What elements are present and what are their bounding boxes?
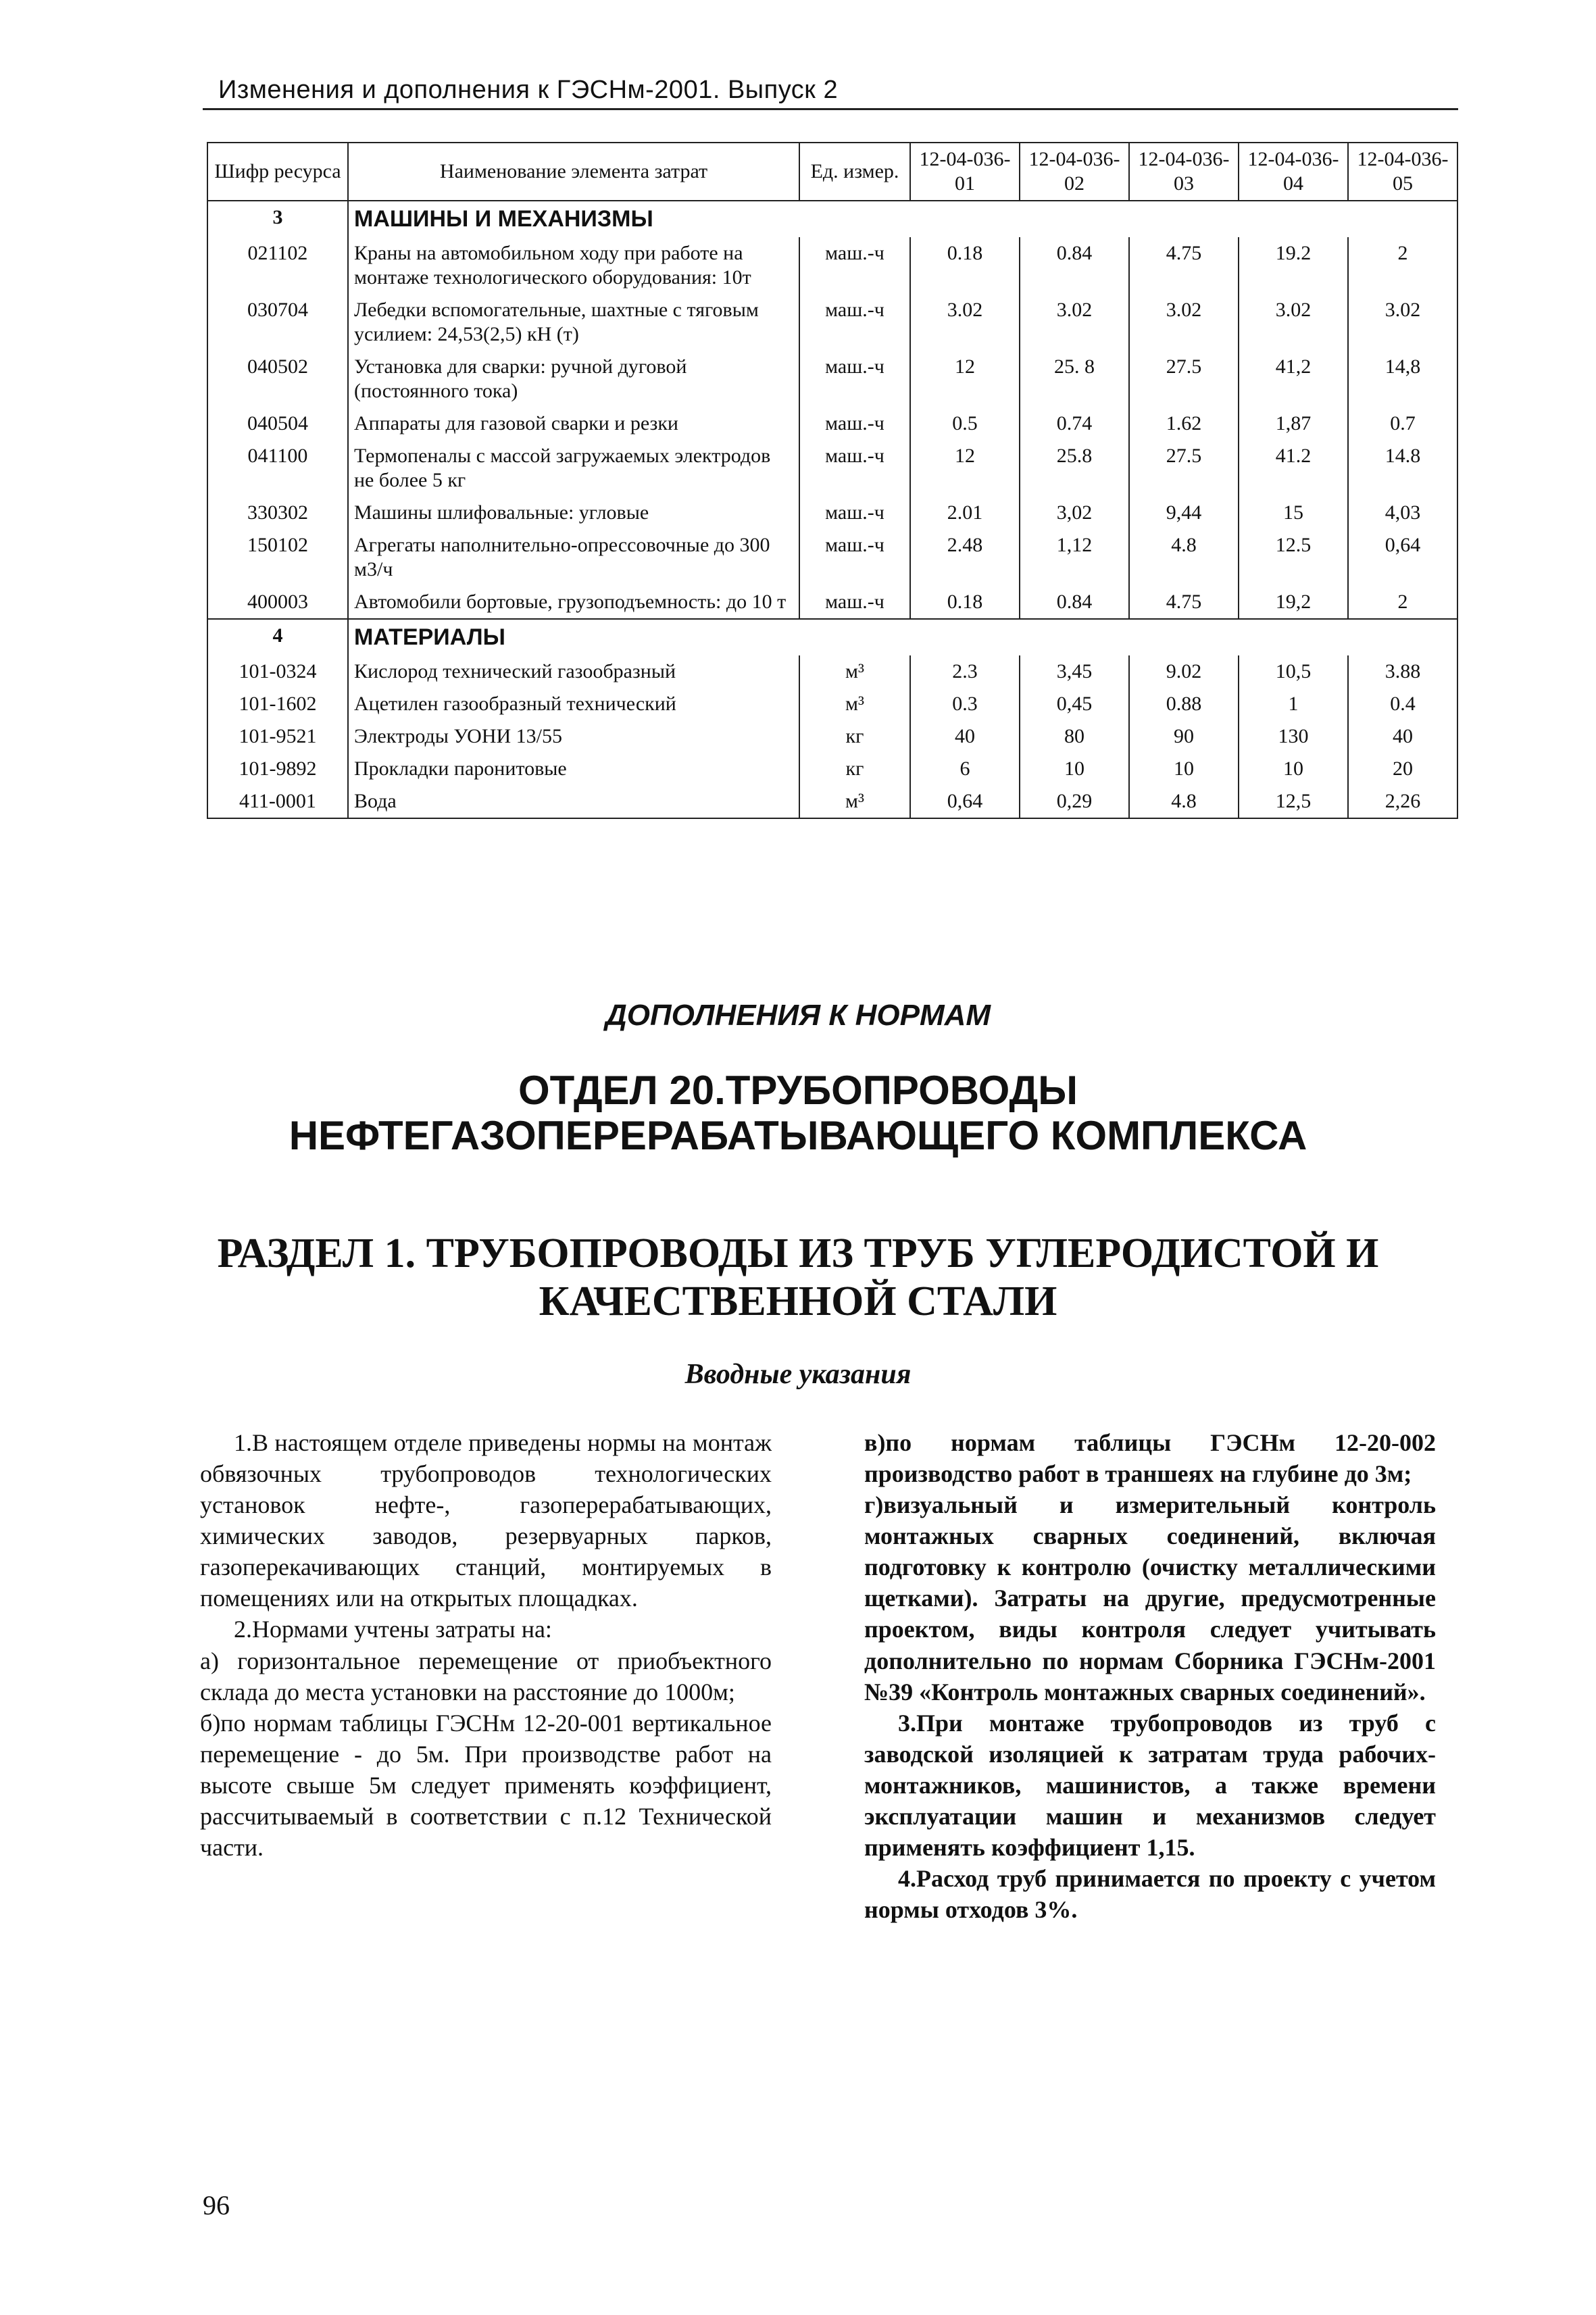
norm-value: 9.02 xyxy=(1129,655,1239,688)
resource-code: 021102 xyxy=(207,237,348,294)
unit-cell: маш.-ч xyxy=(799,407,910,440)
norm-value: 1 xyxy=(1239,688,1348,720)
norm-value: 3.02 xyxy=(1239,294,1348,351)
norm-value: 4.8 xyxy=(1129,785,1239,818)
resource-code: 030704 xyxy=(207,294,348,351)
norm-value: 80 xyxy=(1020,720,1129,753)
norm-value: 0,64 xyxy=(1348,529,1457,586)
section-title xyxy=(0,1230,1596,1326)
norm-value: 130 xyxy=(1239,720,1348,753)
paragraph: 2.Нормами учтены затраты на: xyxy=(234,1616,552,1643)
norm-value: 1,12 xyxy=(1020,529,1129,586)
resource-code: 150102 xyxy=(207,529,348,586)
table-row xyxy=(207,351,1457,407)
table-row xyxy=(207,440,1457,497)
cost-element-name: Автомобили бортовые, грузоподъемность: до 10 т xyxy=(348,586,799,619)
col-header-norm: 12-04-036-03 xyxy=(1129,143,1239,201)
page-number: 96 xyxy=(203,2190,230,2220)
section-heading: МАШИНЫ И МЕХАНИЗМЫ xyxy=(348,201,1457,237)
resource-code: 101-9892 xyxy=(207,753,348,785)
norm-value: 0.3 xyxy=(910,688,1020,720)
unit-cell: м³ xyxy=(799,655,910,688)
norm-value: 10 xyxy=(1239,753,1348,785)
unit-cell: кг xyxy=(799,720,910,753)
norm-value: 20 xyxy=(1348,753,1457,785)
table-row xyxy=(207,237,1457,294)
norm-value: 10 xyxy=(1129,753,1239,785)
table-section-row xyxy=(207,619,1457,655)
table-row xyxy=(207,688,1457,720)
resource-code: 101-9521 xyxy=(207,720,348,753)
paragraph: 3.При монтаже трубопроводов из труб с заводской изоляцией к затратам труда рабочих-монтажников, машинистов, а также времени эксплуатации машин и механизмов следует применять коэффициент 1,15. xyxy=(864,1709,1436,1862)
table-row xyxy=(207,785,1457,818)
norm-value: 4.75 xyxy=(1129,237,1239,294)
norm-value: 10 xyxy=(1020,753,1129,785)
norm-value: 12.5 xyxy=(1239,529,1348,586)
norm-value: 3.02 xyxy=(1348,294,1457,351)
norm-value: 10,5 xyxy=(1239,655,1348,688)
resource-code: 411-0001 xyxy=(207,785,348,818)
norm-value: 4,03 xyxy=(1348,497,1457,529)
cost-element-name: Машины шлифовальные: угловые xyxy=(348,497,799,529)
norm-value: 41,2 xyxy=(1239,351,1348,407)
left-column xyxy=(200,1427,772,1863)
table-section-row xyxy=(207,201,1457,237)
paragraph: 4.Расход труб принимается по проекту с учетом нормы отходов 3%. xyxy=(864,1865,1436,1924)
norm-value: 0.84 xyxy=(1020,237,1129,294)
table-row xyxy=(207,294,1457,351)
col-header-unit: Ед. измер. xyxy=(799,143,910,201)
table-header-row xyxy=(207,143,1457,201)
section-heading: МАТЕРИАЛЫ xyxy=(348,619,1457,655)
norm-value: 40 xyxy=(1348,720,1457,753)
unit-cell: маш.-ч xyxy=(799,529,910,586)
norm-value: 2 xyxy=(1348,586,1457,619)
col-header-norm: 12-04-036-04 xyxy=(1239,143,1348,201)
norm-value: 90 xyxy=(1129,720,1239,753)
col-header-code: Шифр ресурса xyxy=(207,143,348,201)
right-column xyxy=(864,1427,1436,1925)
norm-value: 12 xyxy=(910,351,1020,407)
norm-value: 2 xyxy=(1348,237,1457,294)
unit-cell: маш.-ч xyxy=(799,351,910,407)
header-rule xyxy=(203,108,1458,110)
cost-element-name: Кислород технический газообразный xyxy=(348,655,799,688)
col-header-norm: 12-04-036-05 xyxy=(1348,143,1457,201)
cost-element-name: Краны на автомобильном ходу при работе на монтаже технологического оборудования: 10т xyxy=(348,237,799,294)
cost-element-name: Агрегаты наполнительно-опрессовочные до 300 м3/ч xyxy=(348,529,799,586)
paragraph: а) горизонтальное перемещение от приобъектного склада до места установки на расстояние до 1000м; xyxy=(200,1647,772,1706)
department-title-line: НЕФТЕГАЗОПЕРЕРАБАТЫВАЮЩЕГО КОМПЛЕКСА xyxy=(289,1113,1307,1159)
cost-element-name: Прокладки паронитовые xyxy=(348,753,799,785)
norm-value: 19.2 xyxy=(1239,237,1348,294)
table-body xyxy=(207,201,1457,818)
cost-element-name: Электроды УОНИ 13/55 xyxy=(348,720,799,753)
unit-cell: маш.-ч xyxy=(799,440,910,497)
supplement-title: ДОПОЛНЕНИЯ К НОРМАМ xyxy=(605,999,991,1032)
norm-value: 3.02 xyxy=(910,294,1020,351)
resource-code: 101-1602 xyxy=(207,688,348,720)
norm-value: 41.2 xyxy=(1239,440,1348,497)
norm-value: 0.7 xyxy=(1348,407,1457,440)
norm-value: 1,87 xyxy=(1239,407,1348,440)
resource-code: 040502 xyxy=(207,351,348,407)
norm-value: 0.74 xyxy=(1020,407,1129,440)
paragraph: 1.В настоящем отделе приведены нормы на монтаж обвязочных трубопроводов технологических установок нефте-, газоперерабатывающих, химических заводов, резервуарных парков, газоперекачивающих станций, монтируемых в помещениях или на открытых площадках. xyxy=(200,1429,772,1612)
cost-element-name: Ацетилен газообразный технический xyxy=(348,688,799,720)
norm-value: 40 xyxy=(910,720,1020,753)
col-header-name: Наименование элемента затрат xyxy=(348,143,799,201)
paragraph: б)по нормам таблицы ГЭСНм 12-20-001 вертикальное перемещение - до 5м. При производстве работ на высоте свыше 5м следует применять коэффициент, рассчитываемый в соответствии с п.12 Технической части. xyxy=(200,1709,772,1862)
norm-value: 0.18 xyxy=(910,237,1020,294)
unit-cell: кг xyxy=(799,753,910,785)
section-title-line: КАЧЕСТВЕННОЙ СТАЛИ xyxy=(539,1278,1057,1325)
cost-element-name: Установка для сварки: ручной дуговой (постоянного тока) xyxy=(348,351,799,407)
norm-value: 1.62 xyxy=(1129,407,1239,440)
cost-element-name: Аппараты для газовой сварки и резки xyxy=(348,407,799,440)
unit-cell: маш.-ч xyxy=(799,586,910,619)
intro-title: Вводные указания xyxy=(684,1359,912,1390)
norm-value: 4.75 xyxy=(1129,586,1239,619)
norm-value: 0.88 xyxy=(1129,688,1239,720)
norm-value: 15 xyxy=(1239,497,1348,529)
norm-value: 0,29 xyxy=(1020,785,1129,818)
norm-value: 12 xyxy=(910,440,1020,497)
cost-element-name: Вода xyxy=(348,785,799,818)
norm-value: 27.5 xyxy=(1129,440,1239,497)
unit-cell: маш.-ч xyxy=(799,497,910,529)
table-row xyxy=(207,655,1457,688)
unit-cell: м³ xyxy=(799,785,910,818)
norm-value: 4.8 xyxy=(1129,529,1239,586)
running-header: Изменения и дополнения к ГЭСНм-2001. Выпуск 2 xyxy=(218,76,839,104)
resource-code: 400003 xyxy=(207,586,348,619)
cost-element-name: Термопеналы с массой загружаемых электродов не более 5 кг xyxy=(348,440,799,497)
norm-value: 0.5 xyxy=(910,407,1020,440)
norm-value: 0.84 xyxy=(1020,586,1129,619)
cost-element-name: Лебедки вспомогательные, шахтные с тяговым усилием: 24,53(2,5) кН (т) xyxy=(348,294,799,351)
unit-cell: м³ xyxy=(799,688,910,720)
norm-value: 3,02 xyxy=(1020,497,1129,529)
norm-value: 0,64 xyxy=(910,785,1020,818)
norm-value: 2.01 xyxy=(910,497,1020,529)
norm-value: 0.4 xyxy=(1348,688,1457,720)
department-title xyxy=(0,1068,1596,1158)
paragraph: в)по нормам таблицы ГЭСНм 12-20-002 производство работ в траншеях на глубине до 3м; xyxy=(864,1429,1436,1488)
resource-code: 101-0324 xyxy=(207,655,348,688)
norm-value: 6 xyxy=(910,753,1020,785)
table-row xyxy=(207,529,1457,586)
norm-value: 25. 8 xyxy=(1020,351,1129,407)
col-header-norm: 12-04-036-01 xyxy=(910,143,1020,201)
resource-code: 040504 xyxy=(207,407,348,440)
section-title-line: РАЗДЕЛ 1. ТРУБОПРОВОДЫ ИЗ ТРУБ УГЛЕРОДИСТОЙ И xyxy=(217,1230,1379,1276)
paragraph: г)визуальный и измерительный контроль монтажных сварных соединений, включая подготовку к контролю (очистку металлическими щетками). Затраты на другие, предусмотренные проектом, виды контроля следует учитывать дополнительно по нормам Сборника ГЭСНм-2001 №39 «Контроль монтажных сварных соединений». xyxy=(864,1491,1436,1706)
norm-value: 27.5 xyxy=(1129,351,1239,407)
norm-value: 9,44 xyxy=(1129,497,1239,529)
section-number: 3 xyxy=(207,201,348,237)
norm-value: 25.8 xyxy=(1020,440,1129,497)
table-row xyxy=(207,407,1457,440)
department-title-line: ОТДЕЛ 20.ТРУБОПРОВОДЫ xyxy=(518,1068,1078,1113)
norms-table xyxy=(207,142,1458,819)
norm-value: 14.8 xyxy=(1348,440,1457,497)
norm-value: 0.18 xyxy=(910,586,1020,619)
norm-value: 3,45 xyxy=(1020,655,1129,688)
norm-value: 3.02 xyxy=(1020,294,1129,351)
table-row xyxy=(207,753,1457,785)
norm-value: 19,2 xyxy=(1239,586,1348,619)
table-row xyxy=(207,586,1457,619)
section-number: 4 xyxy=(207,619,348,655)
norm-value: 2.3 xyxy=(910,655,1020,688)
norm-value: 3.88 xyxy=(1348,655,1457,688)
norm-value: 12,5 xyxy=(1239,785,1348,818)
col-header-norm: 12-04-036-02 xyxy=(1020,143,1129,201)
table-row xyxy=(207,497,1457,529)
norm-value: 2.48 xyxy=(910,529,1020,586)
resource-code: 041100 xyxy=(207,440,348,497)
norm-value: 2,26 xyxy=(1348,785,1457,818)
norm-value: 3.02 xyxy=(1129,294,1239,351)
unit-cell: маш.-ч xyxy=(799,237,910,294)
unit-cell: маш.-ч xyxy=(799,294,910,351)
table-row xyxy=(207,720,1457,753)
norm-value: 14,8 xyxy=(1348,351,1457,407)
norm-value: 0,45 xyxy=(1020,688,1129,720)
resource-code: 330302 xyxy=(207,497,348,529)
